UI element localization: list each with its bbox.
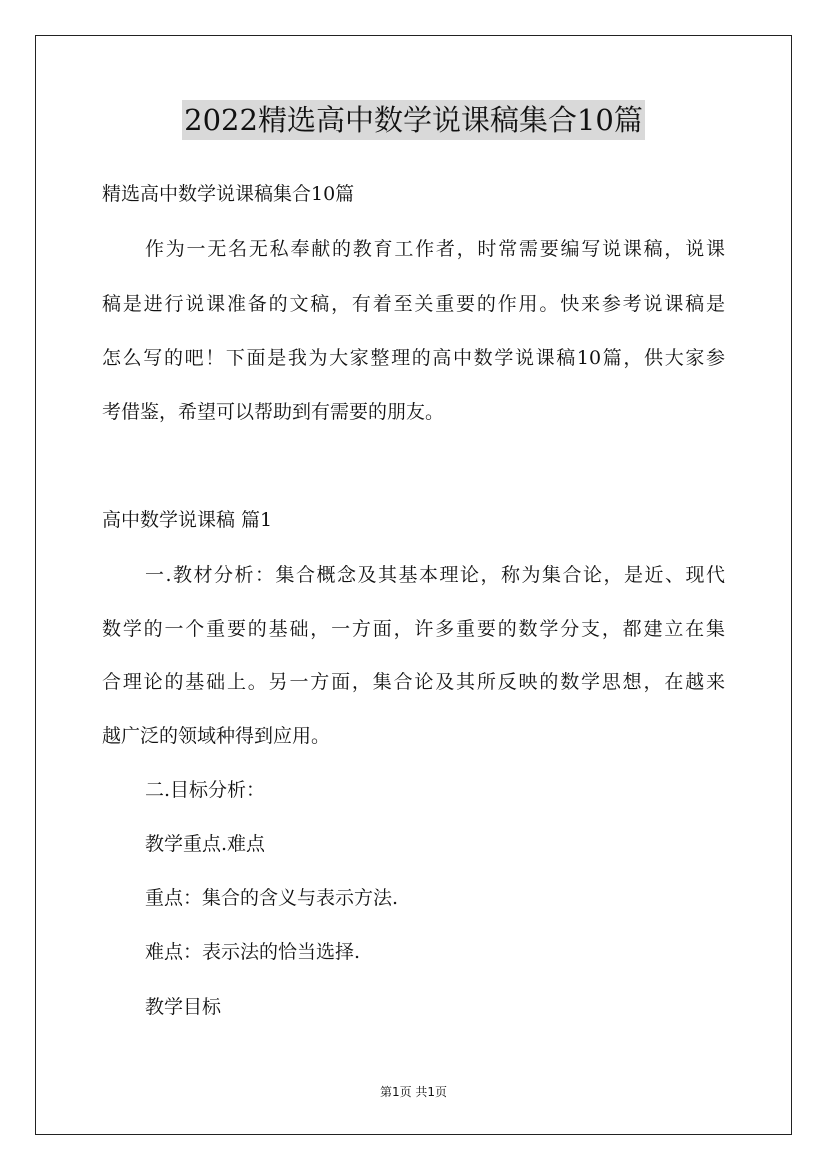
analysis-line-2: 数学的一个重要的基础，一方面，许多重要的数学分支，都建立在集	[102, 618, 725, 640]
document-title: 2022精选高中数学说课稿集合10篇	[182, 100, 645, 140]
analysis-line-3: 合理论的基础上。另一方面，集合论及其所反映的数学思想，在越来	[102, 671, 725, 693]
intro-line-1: 作为一无名无私奉献的教育工作者，时常需要编写说课稿，说课	[145, 238, 725, 260]
intro-line-4: 考借鉴，希望可以帮助到有需要的朋友。	[102, 401, 445, 423]
objectives-heading: 教学目标	[145, 996, 222, 1018]
intro-line-3: 怎么写的吧！下面是我为大家整理的高中数学说课稿10篇，供大家参	[102, 347, 725, 369]
goal-heading: 二.目标分析：	[145, 779, 266, 801]
difficulty: 难点：表示法的恰当选择.	[145, 941, 361, 963]
key-points-heading: 教学重点.难点	[145, 833, 266, 855]
page-footer: 第1页 共1页	[379, 1085, 448, 1099]
analysis-line-1: 一.教材分析：集合概念及其基本理论，称为集合论，是近、现代	[145, 564, 725, 586]
key-point: 重点：集合的含义与表示方法.	[145, 887, 399, 909]
subtitle: 精选高中数学说课稿集合10篇	[102, 183, 355, 205]
title-container	[0, 100, 827, 140]
section-heading: 高中数学说课稿 篇1	[102, 509, 273, 531]
intro-line-2: 稿是进行说课准备的文稿，有着至关重要的作用。快来参考说课稿是	[102, 293, 725, 315]
analysis-line-4: 越广泛的领域种得到应用。	[102, 725, 331, 747]
